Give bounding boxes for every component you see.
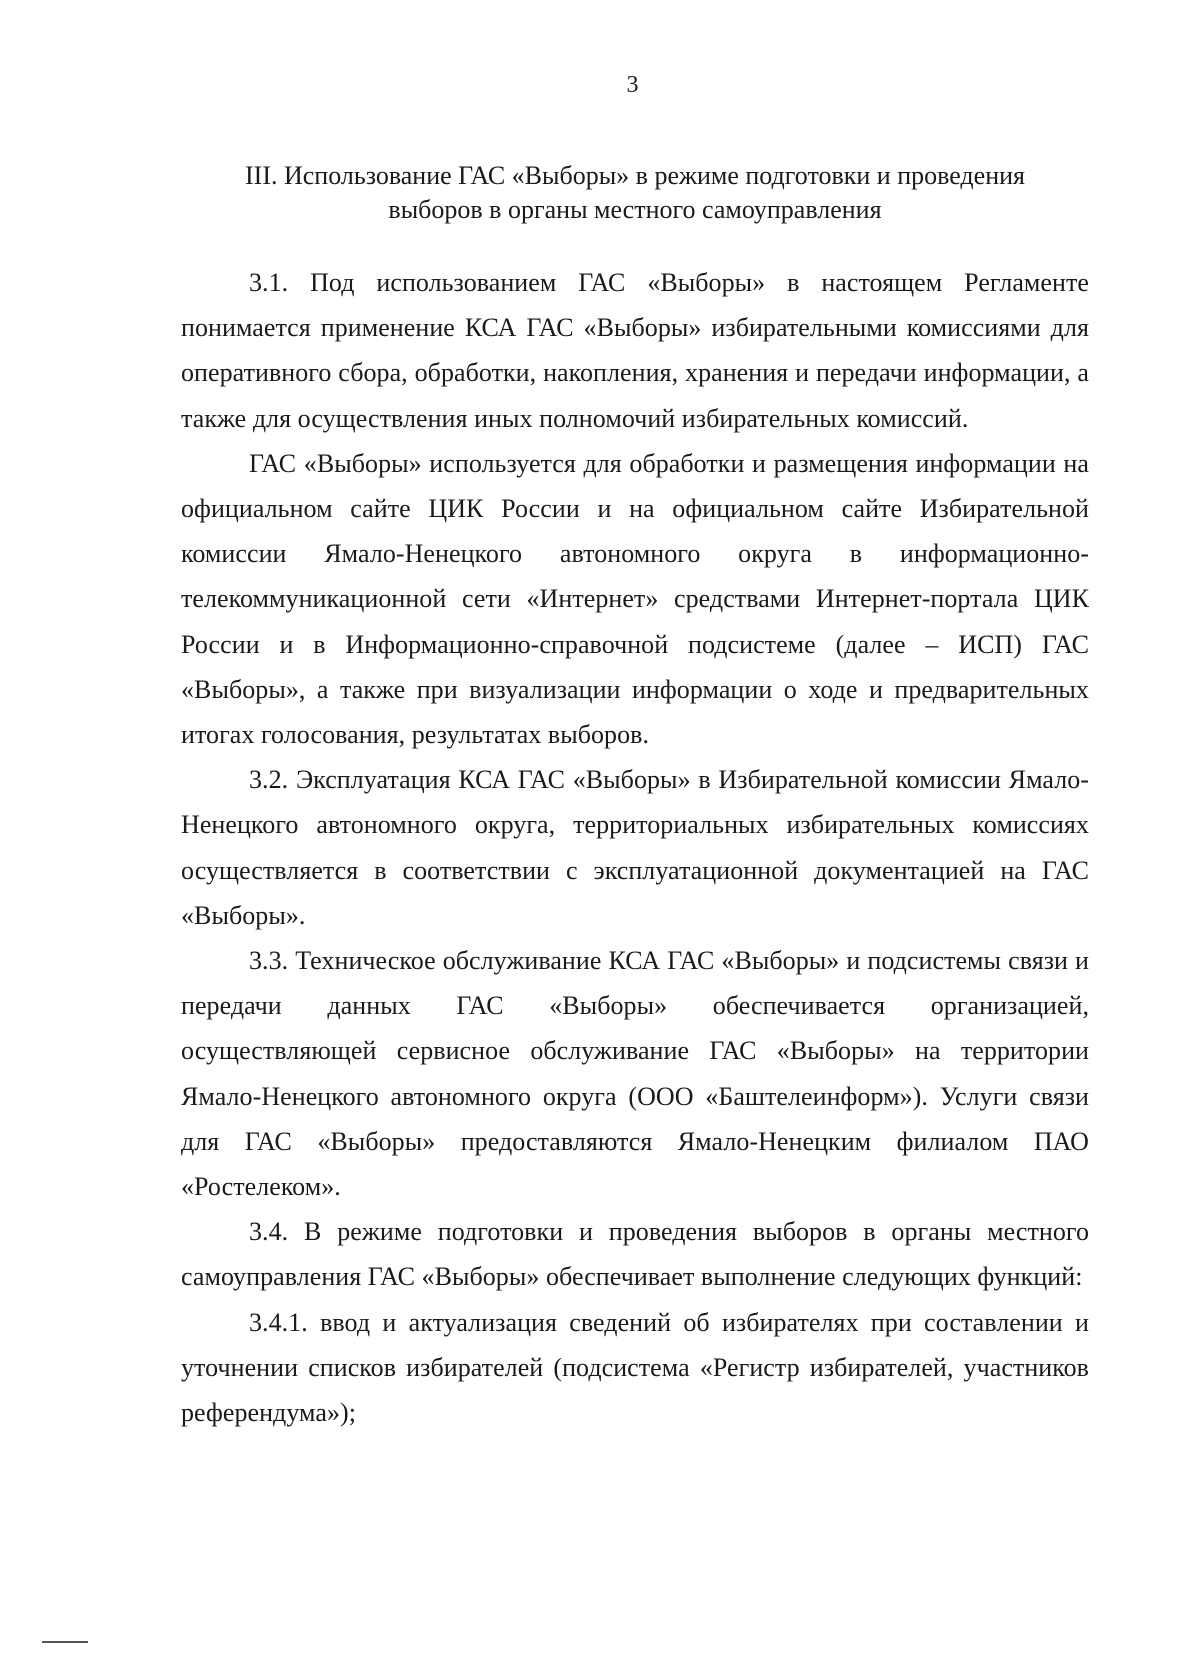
section-title-line-2: выборов в органы местного самоуправления (388, 195, 882, 224)
section-title (180, 159, 1090, 227)
paragraph-3-2: 3.2. Эксплуатация КСА ГАС «Выборы» в Избирательной комиссии Ямало-Ненецкого автономного округа, территориальных избирательных комиссиях осуществляется в соответствии с эксплуатационной документацией на ГАС «Выборы». (181, 765, 1089, 930)
scan-edge-mark (42, 1641, 88, 1643)
paragraph-3-1: 3.1. Под использованием ГАС «Выборы» в настоящем Регламенте понимается применение КСА ГАС «Выборы» избирательными комиссиями для оперативного сбора, обработки, накопления, хранения и передачи информации, а также для осуществления иных полномочий избирательных комиссий. (181, 268, 1089, 433)
section-title-line-1: III. Использование ГАС «Выборы» в режиме подготовки и проведения (245, 161, 1025, 190)
paragraph-3-3: 3.3. Техническое обслуживание КСА ГАС «Выборы» и подсистемы связи и передачи данных ГАС «Выборы» обеспечивается организацией, осуществляющей сервисное обслуживание ГАС «Выборы» на территории Ямало-Ненецкого автономного округа (ООО «Баштелеинформ»). Услуги связи для ГАС «Выборы» предоставляются Ямало-Ненецким филиалом ПАО «Ростелеком». (181, 946, 1089, 1202)
paragraph-3-4: 3.4. В режиме подготовки и проведения выборов в органы местного самоуправления ГАС «Выборы» обеспечивает выполнение следующих функций: (181, 1217, 1089, 1292)
page-number: 3 (626, 72, 639, 98)
paragraph-3-4-1: 3.4.1. ввод и актуализация сведений об избирателях при составлении и уточнении списков избирателей (подсистема «Регистр избирателей, участников референдума»); (181, 1307, 1089, 1428)
paragraph-gas-usage: ГАС «Выборы» используется для обработки и размещения информации на официальном сайте ЦИК России и на официальном сайте Избирательной комиссии Ямало-Ненецкого автономного округа в информационно-телекоммуникационной сети «Интернет» средствами Интернет-портала ЦИК России и в Информационно-справочной подсистеме (далее – ИСП) ГАС «Выборы», а также при визуализации информации о ходе и предварительных итогах голосования, результатах выборов. (181, 448, 1089, 750)
document-body (181, 260, 1089, 1435)
